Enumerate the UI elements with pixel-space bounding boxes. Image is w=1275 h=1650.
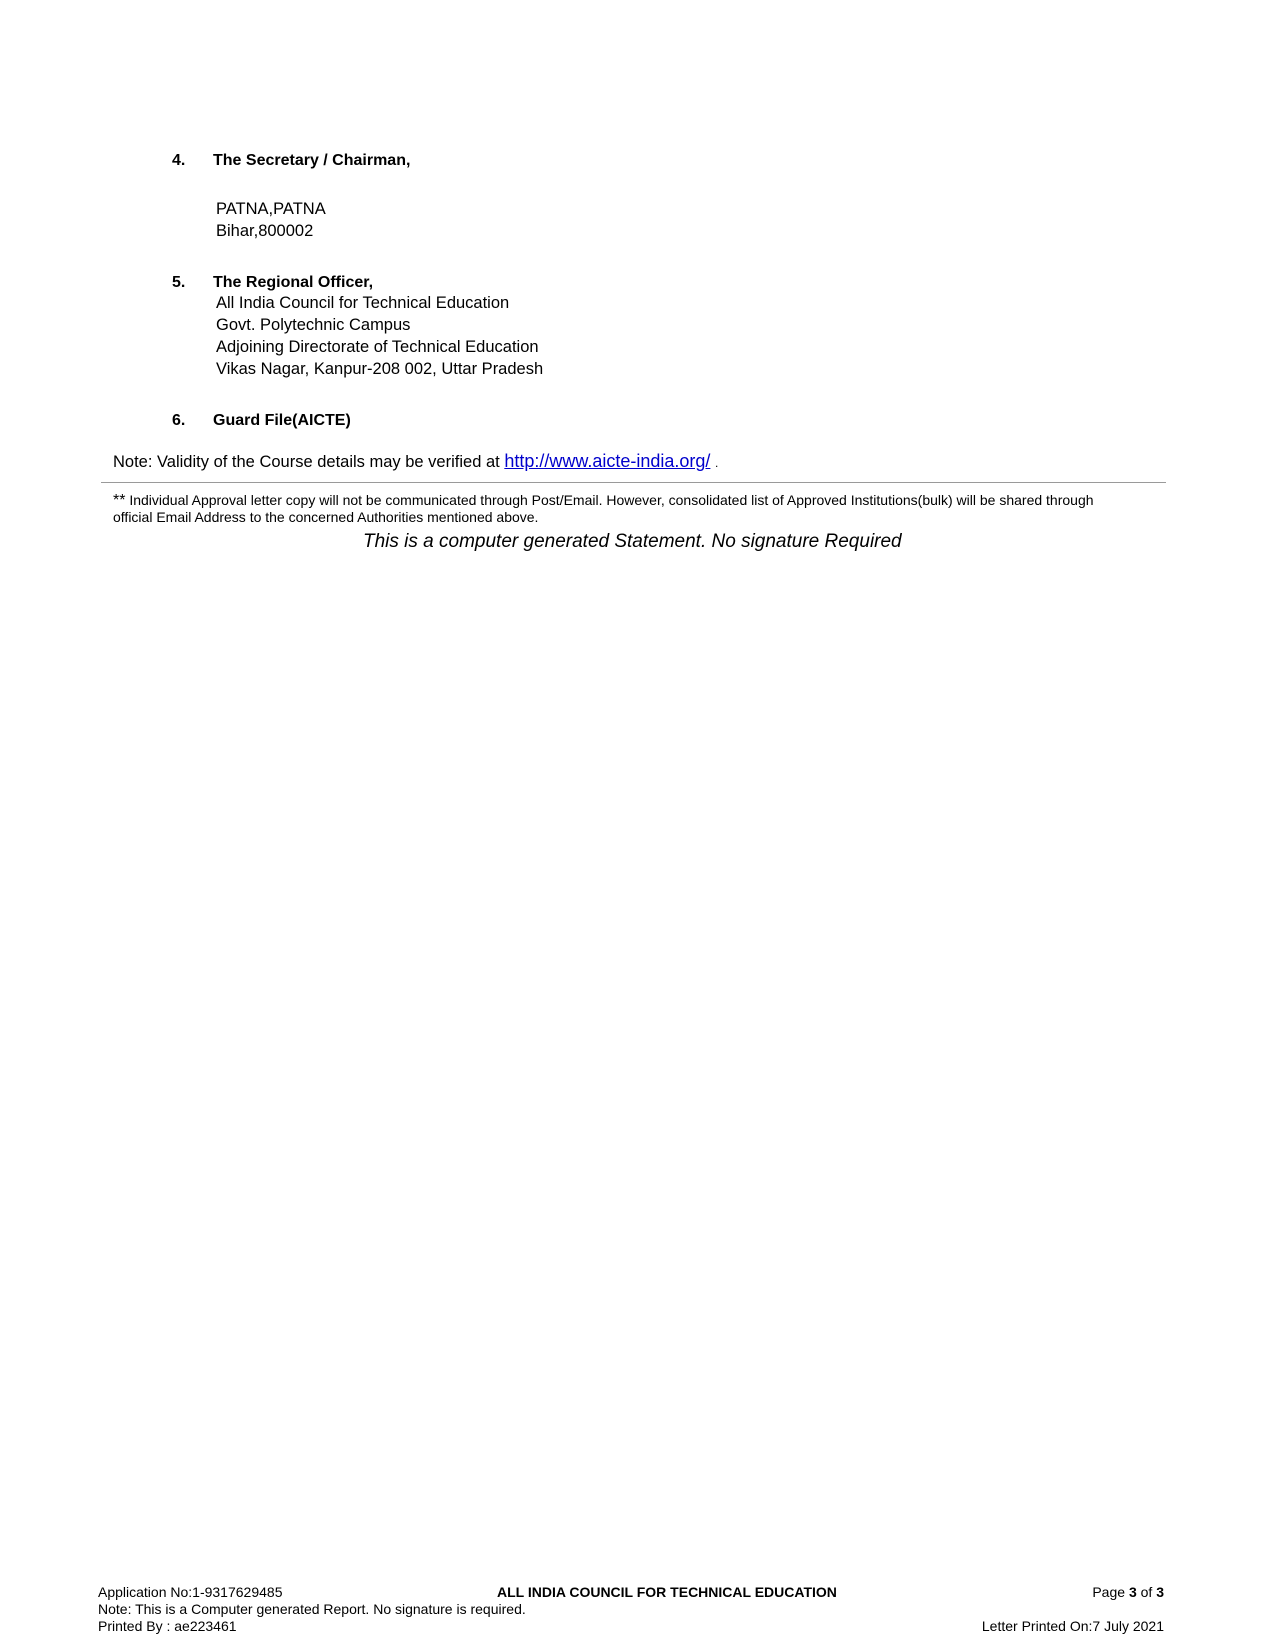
computer-generated-disclaimer: This is a computer generated Statement. No signature Required — [363, 531, 902, 552]
address-line: All India Council for Technical Education — [216, 294, 510, 312]
footer-org-name: ALL INDIA COUNCIL FOR TECHNICAL EDUCATION — [497, 1584, 837, 1600]
footnote — [113, 492, 1094, 526]
page-total: 3 — [1156, 1584, 1164, 1600]
item-4-number: 4. — [172, 152, 186, 169]
footnote-marker: ** — [113, 492, 126, 509]
footer-report-note: Note: This is a Computer generated Report. No signature is required. — [98, 1601, 526, 1617]
footer-printed-on: Letter Printed On:7 July 2021 — [981, 1618, 1164, 1634]
page-of: of — [1136, 1584, 1157, 1600]
item-6-number: 6. — [172, 412, 186, 429]
footer-page-number — [1092, 1584, 1164, 1600]
address-line: Govt. Polytechnic Campus — [216, 316, 411, 334]
validity-note — [113, 451, 718, 472]
item-4-address — [216, 198, 326, 242]
page-current: 3 — [1128, 1584, 1137, 1600]
divider-line — [101, 482, 1166, 483]
footer-printed-by: Printed By : ae223461 — [98, 1618, 237, 1634]
aicte-website-link[interactable]: http://www.aicte-india.org/ — [504, 451, 711, 471]
validity-note-suffix: . — [715, 456, 719, 470]
item-4-title: The Secretary / Chairman, — [213, 152, 411, 169]
footer-application-no: Application No:1-9317629485 — [98, 1584, 283, 1600]
footnote-line-1: Individual Approval letter copy will not be communicated through Post/Email. However, consolidated list of Approved Institutions(bulk) will be shared through — [125, 492, 1094, 508]
item-5-address — [216, 292, 543, 380]
validity-note-text: Note: Validity of the Course details may be verified at — [113, 453, 505, 471]
footnote-line-2: official Email Address to the concerned Authorities mentioned above. — [113, 509, 539, 525]
address-line: PATNA,PATNA — [216, 200, 326, 218]
item-5-title: The Regional Officer, — [213, 274, 374, 291]
address-line: Adjoining Directorate of Technical Education — [216, 338, 539, 356]
page-word: Page — [1092, 1584, 1129, 1600]
address-line: Vikas Nagar, Kanpur-208 002, Uttar Pradesh — [216, 360, 544, 378]
item-6-title: Guard File(AICTE) — [213, 412, 351, 429]
address-line: Bihar,800002 — [216, 222, 314, 240]
item-5-number: 5. — [172, 274, 186, 291]
